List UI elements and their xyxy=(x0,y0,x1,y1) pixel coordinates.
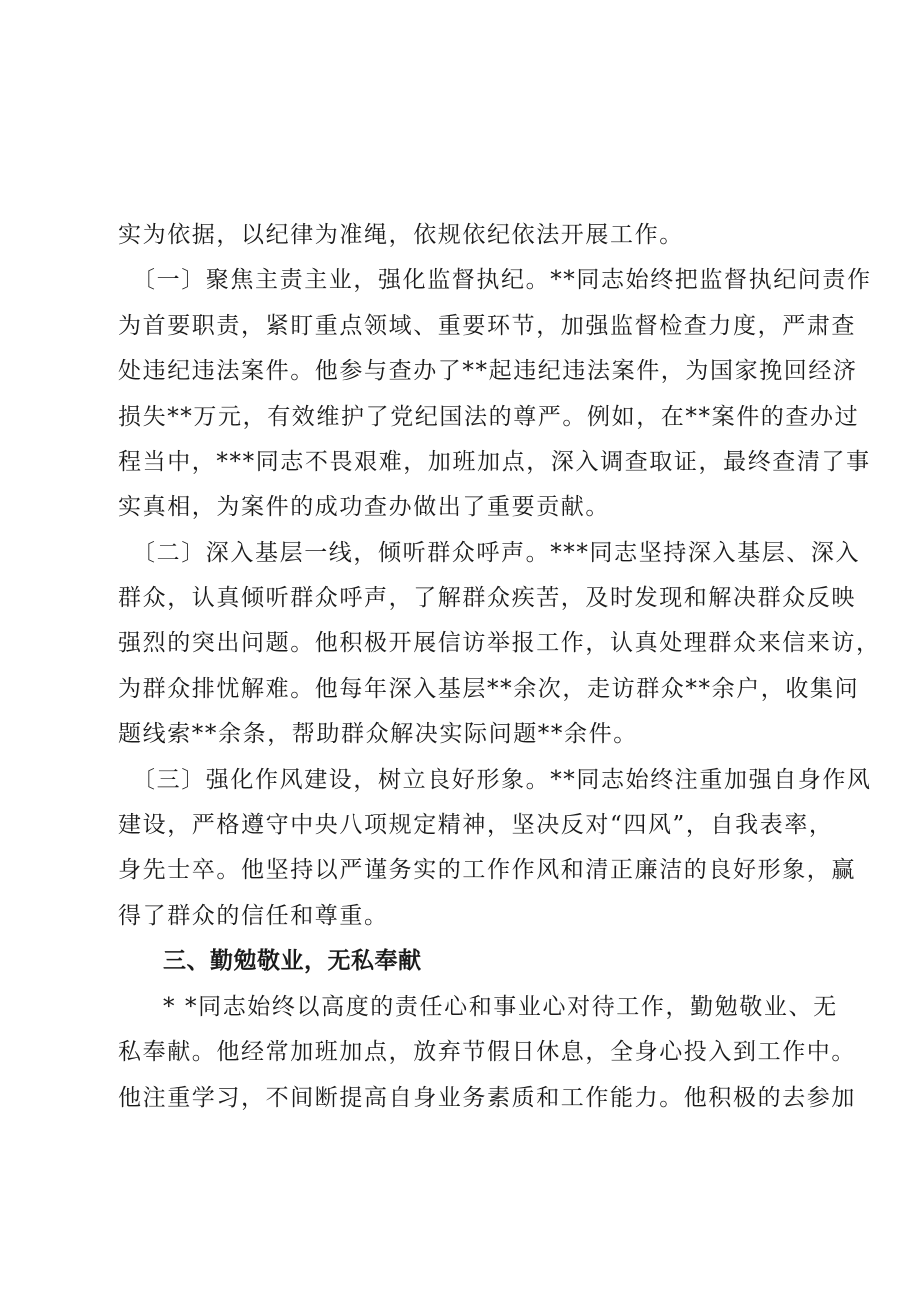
paragraph-line: 题线索**余条，帮助群众解决实际问题**余件。 xyxy=(118,721,638,747)
paragraph-line: 程当中，***同志不畏艰难，加班加点，深入调查取证，最终查清了事 xyxy=(118,449,871,475)
paragraph-line: 他注重学习，不间断提高自身业务素质和工作能力。他积极的去参加 xyxy=(118,1085,856,1111)
paragraph-line: 〔一〕聚焦主责主业，强化监督执纪。**同志始终把监督执纪问责作 xyxy=(132,267,872,293)
paragraph-line: 处违纪违法案件。他参与查办了**起违纪违法案件，为国家挽回经济 xyxy=(118,358,858,384)
paragraph-line: 损失**万元，有效维护了党纪国法的尊严。例如，在**案件的查办过 xyxy=(118,404,860,430)
paragraph-line: 为群众排忧解难。他每年深入基层**余次，走访群众**余户，收集问 xyxy=(118,676,860,702)
paragraph-line: 〔三〕强化作风建设，树立良好形象。**同志始终注重加强自身作风 xyxy=(132,767,872,793)
paragraph-line: 得了群众的信任和尊重。 xyxy=(118,903,389,929)
paragraph-line: 〔二〕深入基层一线，倾听群众呼声。***同志坚持深入基层、深入 xyxy=(132,540,861,566)
paragraph-line: 身先士卒。他坚持以严谨务实的工作作风和清正廉洁的良好形象，赢 xyxy=(118,857,856,883)
paragraph-line: 实真相，为案件的成功查办做出了重要贡献。 xyxy=(118,494,610,520)
paragraph-line: 私奉献。他经常加班加点，放弃节假日休息，全身心投入到工作中。 xyxy=(118,1039,856,1065)
section-heading: 三、勤勉敬业，无私奉献 xyxy=(163,948,422,974)
paragraph-line: 群众，认真倾听群众呼声，了解群众疾苦，及时发现和解决群众反映 xyxy=(118,585,856,611)
paragraph-line: 强烈的突出问题。他积极开展信访举报工作，认真处理群众来信来访， xyxy=(118,630,881,656)
paragraph-line: 为首要职责，紧盯重点领域、重要环节，加强监督检查力度，严肃查 xyxy=(118,313,856,339)
paragraph-line: 实为依据，以纪律为准绳，依规依纪依法开展工作。 xyxy=(118,222,684,248)
paragraph-line: * *同志始终以高度的责任心和事业心对待工作，勤勉敬业、无 xyxy=(163,994,838,1020)
paragraph-line: 建设，严格遵守中央八项规定精神，坚决反对“四风”，自我表率， xyxy=(118,812,834,838)
